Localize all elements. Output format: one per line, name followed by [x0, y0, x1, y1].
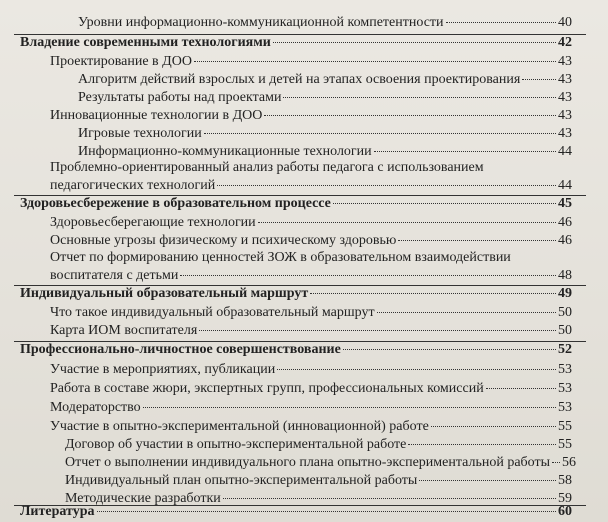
leader-dots: [258, 222, 556, 223]
toc-title: Договор об участии в опытно-экспериментальной работе: [65, 437, 407, 452]
toc-entry: [78, 89, 572, 107]
toc-page: 40: [558, 15, 572, 30]
leader-dots: [264, 115, 556, 116]
toc-title: Здоровьесберегающие технологии: [50, 215, 256, 230]
leader-dots: [377, 312, 556, 313]
toc-page: 44: [558, 178, 572, 193]
toc-title: Проектирование в ДОО: [50, 54, 192, 69]
toc-entry: [50, 380, 572, 398]
toc-entry: [50, 214, 572, 232]
leader-dots: [223, 498, 556, 499]
leader-dots: [486, 388, 556, 389]
leader-dots: [204, 133, 556, 134]
toc-entry: [65, 436, 572, 454]
toc-title: Инновационные технологии в ДОО: [50, 108, 263, 123]
toc-entry: [50, 249, 572, 285]
toc-title: Участие в опытно-экспериментальной (инновационной) работе: [50, 419, 429, 434]
leader-dots: [277, 369, 556, 370]
toc-section: [20, 341, 572, 359]
toc-entry: [50, 232, 572, 250]
toc-title: Информационно-коммуникационные технологии: [78, 144, 372, 159]
toc-title: Уровни информационно-коммуникационной компетентности: [78, 15, 444, 30]
toc-entry: [50, 361, 572, 379]
leader-dots: [194, 61, 556, 62]
toc-title: Результаты работы над проектами: [78, 90, 282, 105]
toc-page: 60: [558, 504, 572, 519]
leader-dots: [408, 444, 556, 445]
toc-title: Здоровьесбережение в образовательном процессе: [20, 196, 331, 211]
toc-page: 53: [558, 400, 572, 415]
leader-dots: [143, 407, 556, 408]
leader-dots: [398, 240, 556, 241]
toc-title: Алгоритм действий взрослых и детей на этапах освоения проектирования: [78, 72, 521, 87]
toc-page: 43: [558, 90, 572, 105]
leader-dots: [446, 22, 556, 23]
leader-dots: [217, 185, 556, 186]
toc-page: 56: [562, 455, 576, 470]
toc-title: Игровые технологии: [78, 126, 202, 141]
leader-dots: [199, 330, 556, 331]
toc-entry: [50, 107, 572, 125]
toc-page: 53: [558, 362, 572, 377]
toc-title: Модераторство: [50, 400, 141, 415]
toc-page: 53: [558, 381, 572, 396]
toc-page: 43: [558, 54, 572, 69]
toc-page: 59: [558, 491, 572, 506]
toc-entry: [50, 53, 572, 71]
leader-dots: [374, 151, 556, 152]
toc-title: Индивидуальный план опытно-экспериментальной работы: [65, 473, 418, 488]
toc-title: Индивидуальный образовательный маршрут: [20, 286, 309, 301]
toc-page: 50: [558, 323, 572, 338]
toc-page: 48: [558, 268, 572, 283]
leader-dots: [283, 97, 556, 98]
toc-title: Владение современными технологиями: [20, 35, 271, 50]
toc-title-line: педагогических технологий: [50, 178, 216, 193]
toc-title: Что такое индивидуальный образовательный маршрут: [50, 305, 375, 320]
leader-dots: [97, 511, 557, 512]
toc-title: Участие в мероприятиях, публикации: [50, 362, 276, 377]
toc-page: 50: [558, 305, 572, 320]
leader-dots: [419, 480, 556, 481]
toc-page: 45: [558, 196, 572, 211]
toc-page: 58: [558, 473, 572, 488]
leader-dots: [522, 79, 556, 80]
toc-entry: [50, 399, 572, 417]
toc-title: Методические разработки: [65, 491, 221, 506]
toc-title: Карта ИОМ воспитателя: [50, 323, 198, 338]
leader-dots: [333, 203, 556, 204]
toc-entry: [78, 125, 572, 143]
toc-page: 49: [558, 286, 572, 301]
leader-dots: [343, 349, 556, 350]
toc-title-line: Проблемно-ориентированный анализ работы педагога с использованием: [50, 160, 484, 175]
toc-entry: [78, 71, 572, 89]
toc-title: Литература: [20, 504, 95, 519]
toc-title: Профессионально-личностное совершенствование: [20, 342, 341, 357]
toc-page: 42: [558, 35, 572, 50]
toc-title: Отчет о выполнении индивидуального плана опытно-экспериментальной работы: [65, 455, 550, 470]
toc-title: Основные угрозы физическому и психическому здоровью: [50, 233, 397, 248]
toc-section: [20, 195, 572, 213]
toc-page: 43: [558, 72, 572, 87]
toc-entry: [65, 472, 572, 490]
toc-title-line: Отчет по формированию ценностей ЗОЖ в образовательном взаимодействии: [50, 250, 511, 265]
toc-entry: [78, 14, 572, 32]
toc-section: [20, 503, 572, 521]
toc-page: 52: [558, 342, 572, 357]
leader-dots: [180, 275, 556, 276]
toc-entry: [50, 418, 572, 436]
toc-page: 55: [558, 419, 572, 434]
toc-entry: [65, 454, 576, 472]
leader-dots: [552, 462, 560, 463]
toc-page: 46: [558, 233, 572, 248]
toc-entry: [50, 159, 572, 195]
toc-page: 44: [558, 144, 572, 159]
toc-page: 43: [558, 108, 572, 123]
toc-title-line: воспитателя с детьми: [50, 268, 179, 283]
toc-section: [20, 34, 572, 52]
toc-page: 55: [558, 437, 572, 452]
leader-dots: [431, 426, 556, 427]
toc-entry: [50, 322, 572, 340]
toc-section: [20, 285, 572, 303]
toc-page: 43: [558, 126, 572, 141]
toc-entry: [50, 304, 572, 322]
leader-dots: [310, 293, 556, 294]
toc-page: 46: [558, 215, 572, 230]
toc-title: Работа в составе жюри, экспертных групп, профессиональных комиссий: [50, 381, 484, 396]
leader-dots: [273, 42, 556, 43]
